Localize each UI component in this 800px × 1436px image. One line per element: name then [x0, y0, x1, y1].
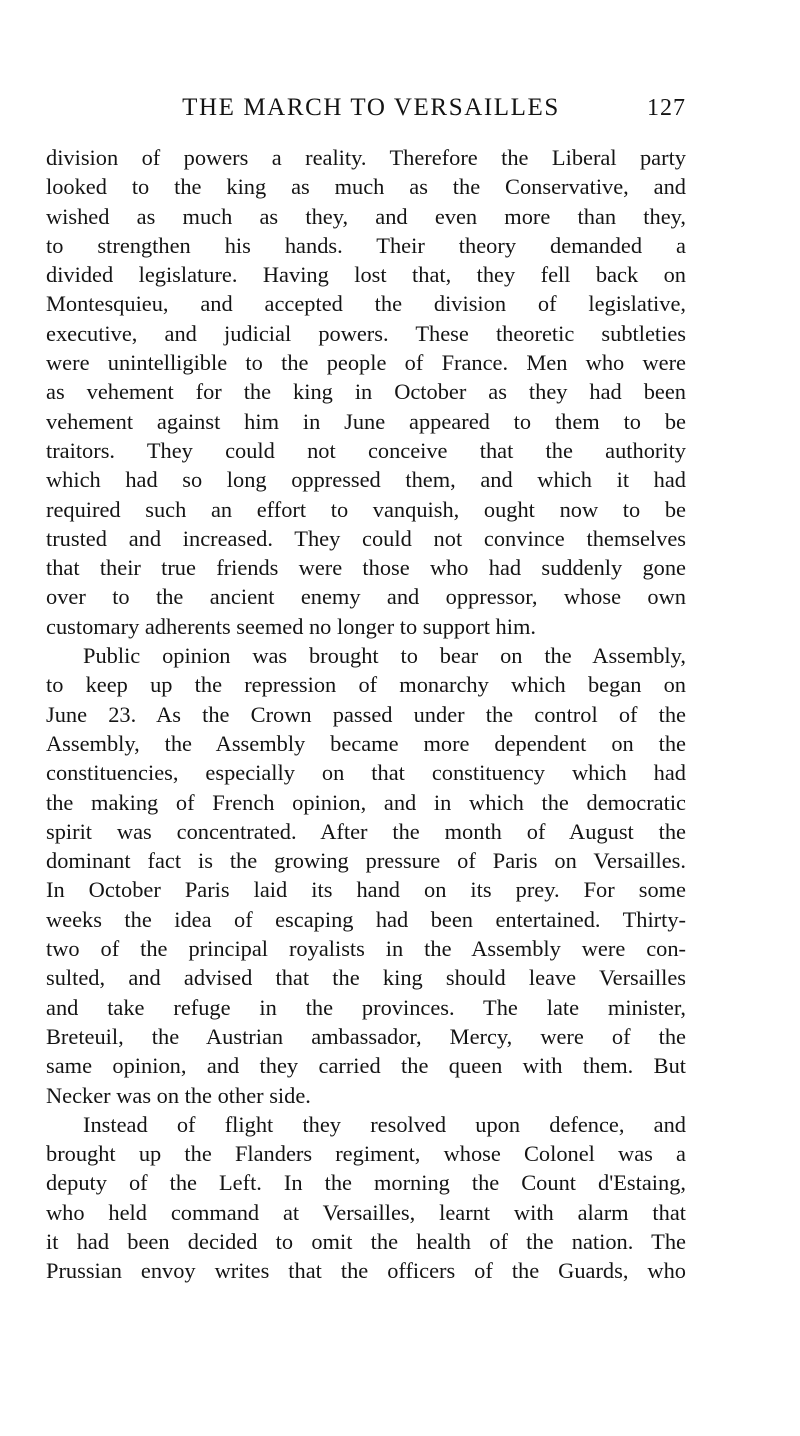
text-line: dominant fact is the growing pressure of Paris on Versailles. — [46, 848, 686, 874]
text-line: which had so long oppressed them, and which it had — [46, 467, 686, 493]
text-line: Assembly, the Assembly became more dependent on the — [46, 730, 686, 756]
text-line: constituencies, especially on that constituency which had — [46, 760, 686, 786]
text-line: brought up the Flanders regiment, whose Colonel was a — [46, 1141, 686, 1167]
text-line: who held command at Versailles, learnt with alarm that — [46, 1199, 686, 1225]
text-line: deputy of the Left. In the morning the Count d'Estaing, — [46, 1170, 686, 1196]
paragraph-start-line: Public opinion was brought to bear on the Assembly, — [83, 643, 686, 669]
text-line: over to the ancient enemy and oppressor, whose own — [46, 584, 686, 610]
text-line: same opinion, and they carried the queen with them. But — [46, 1053, 686, 1079]
text-line: required such an effort to vanquish, ought now to be — [46, 496, 686, 522]
paragraph-start-line: Instead of flight they resolved upon defence, and — [83, 1111, 686, 1137]
text-line: looked to the king as much as the Conservative, and — [46, 174, 686, 200]
paragraph-end-line: Necker was on the other side. — [46, 1082, 311, 1108]
text-line: weeks the idea of escaping had been entertained. Thirty- — [46, 906, 686, 932]
text-line: In October Paris laid its hand on its prey. For some — [46, 877, 686, 903]
text-line: were unintelligible to the people of France. Men who were — [46, 350, 686, 376]
text-line: as vehement for the king in October as they had been — [46, 379, 686, 405]
paragraph-end-line: customary adherents seemed no longer to support him. — [46, 613, 536, 639]
running-head — [46, 92, 686, 124]
text-line: division of powers a reality. Therefore the Liberal party — [46, 145, 686, 170]
text-line: wished as much as they, and even more than they, — [46, 203, 686, 229]
text-line: traitors. They could not conceive that the authority — [46, 437, 686, 463]
text-line: spirit was concentrated. After the month of August the — [46, 818, 686, 844]
text-line: executive, and judicial powers. These theoretic subtleties — [46, 320, 686, 346]
text-line: and take refuge in the provinces. The late minister, — [46, 994, 686, 1020]
text-line: to keep up the repression of monarchy which began on — [46, 672, 686, 698]
text-line: vehement against him in June appeared to them to be — [46, 408, 686, 434]
text-line: Breteuil, the Austrian ambassador, Mercy, were of the — [46, 1023, 686, 1049]
text-line: June 23. As the Crown passed under the control of the — [46, 701, 686, 727]
running-title: THE MARCH TO VERSAILLES — [182, 94, 560, 121]
text-line: the making of French opinion, and in which the democratic — [46, 789, 686, 815]
body-text — [46, 143, 686, 1286]
text-line: Montesquieu, and accepted the division of legislative, — [46, 291, 686, 317]
text-line: two of the principal royalists in the Assembly were con- — [46, 936, 686, 962]
text-line: trusted and increased. They could not convince themselves — [46, 525, 686, 551]
text-line: it had been decided to omit the health of the nation. The — [46, 1228, 686, 1254]
text-line: that their true friends were those who had suddenly gone — [46, 555, 686, 581]
text-line: Prussian envoy writes that the officers of the Guards, who — [46, 1258, 686, 1284]
text-line: sulted, and advised that the king should leave Versailles — [46, 965, 686, 991]
text-line: divided legislature. Having lost that, they fell back on — [46, 262, 686, 288]
page-number: 127 — [647, 95, 686, 121]
text-line: to strengthen his hands. Their theory demanded a — [46, 232, 686, 258]
